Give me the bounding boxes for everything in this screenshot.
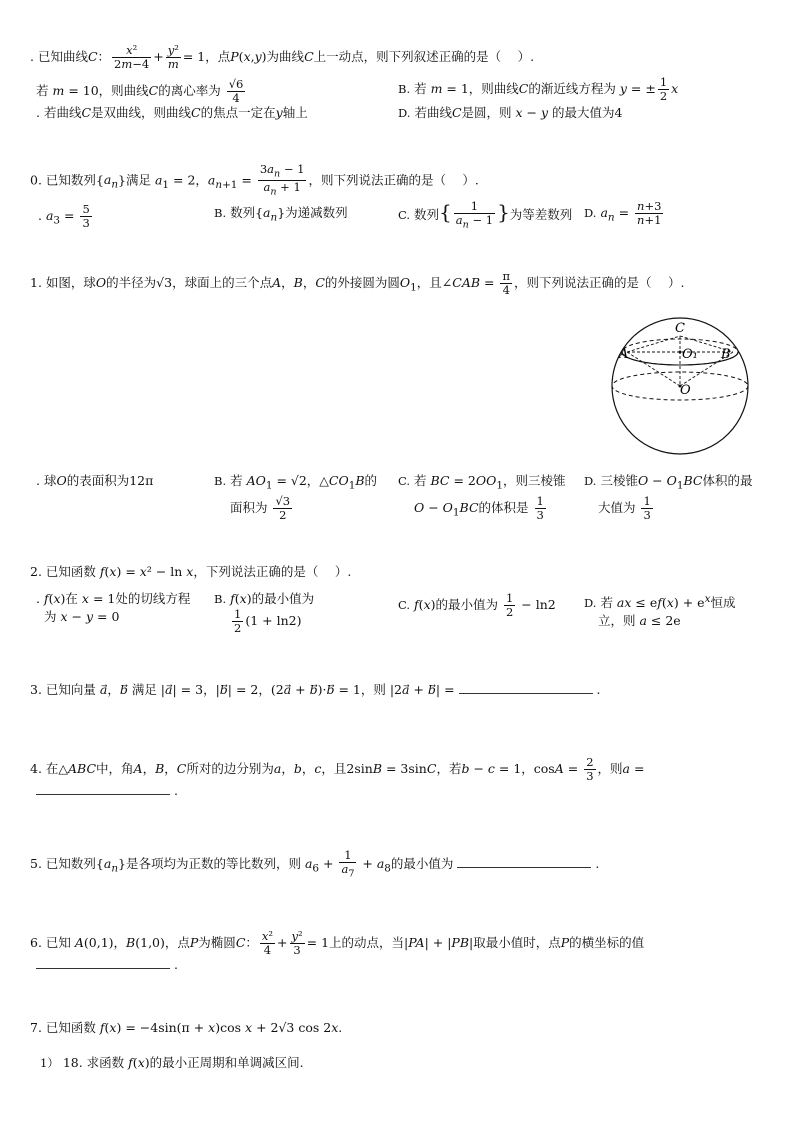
q11-option-b: B. 若 $AO_1 = √2$，$\triangle CO_1B$的 面积为 $\frac{√3}{2}$ [214,473,378,522]
q14-answer-blank[interactable] [36,794,170,795]
q9-option-b: B. 若 m = 1，则曲线C的渐近线方程为 y = ± $\frac{1}{2}$ x [398,75,679,103]
q14-answer-line: . [36,782,178,800]
q12-option-a: . f(x)在 x = 1处的切线方程 为 x − y = 0 [36,591,191,624]
q16-answer-line: . [36,956,178,974]
q15-answer-blank[interactable] [457,867,591,868]
q12-option-b: B. f(x)的最小值为 $\frac{1}{2}$ (1 + ln2) [214,591,315,635]
fig-label-o1: O₁ [682,347,698,362]
q10-option-b: B. 数列$\{a_n\}$为递减数列 [214,205,348,224]
q9-option-a: 若 m = 10，则曲线C的离心率为 $\frac{√6}{4}$ [36,77,244,105]
q12-option-c: C. f(x)的最小值为 $\frac{1}{2}$ − ln2 [398,591,556,619]
q12-option-d: D. 若 ax ≤ $ef(x) + e^x$恒成 立，则 a ≤ 2e [584,593,736,629]
q12-stem: 2. 已知函数 f(x) = x² − ln x，下列说法正确的是（ ）. [30,564,352,579]
q16-stem: 6. 已知 A(0,1)，B(1,0)，点P为椭圆C： $\frac{\text{x²}}{4}$ + $\frac{\text{y²}}{3}$ = 1上的动点，当|PA| + |PB|取最小值时，点P的横坐标的值 [30,929,645,957]
sphere-figure [605,314,755,456]
q9-option-c: . 若曲线C是双曲线，则曲线C的焦点一定在y轴上 [36,105,308,120]
q17-sub: 1） 18. 求函数 f(x)的最小正周期和单调减区间. [40,1055,304,1070]
q13-answer-blank[interactable] [459,693,593,694]
q10-option-d: D. $a_n$ = $\frac{n+3}{n+1}$ [584,199,662,227]
q13-stem: 3. 已知向量 a⃗，b⃗ 满足 |a⃗| = 3，|b⃗| = 2，(2a⃗ + b⃗)·b⃗ = 1，则 |2a⃗ + b⃗| = . [30,682,601,697]
q9-option-d: D. 若曲线C是圆，则 x − y 的最大值为4 [398,105,623,120]
q14-stem: 4. 在△ABC中，角A，B，C所对的边分别为a，b，c，且2sinB = 3sinC，若b − c = 1，cosA = $\frac{2}{3}$ ，则a = [30,755,645,783]
q11-option-d: D. 三棱锥$O - O_1BC$体积的最 大值为 $\frac{1}{3}$ [584,473,753,522]
q11-option-c: C. 若 BC = $2OO_1$，则三棱锥 $O - O_1BC$的体积是 $\frac{1}{3}$ [398,473,566,522]
q10-option-c: C. 数列{ $\frac{1}{a_n - 1}$ }为等差数列 [398,199,573,231]
q17-stem: 7. 已知函数 f(x) = −4sin(π + x)cos x + 2√3 cos 2x. [30,1020,343,1035]
q11-stem: 1. 如图，球O的半径为√3，球面上的三个点A，B，C的外接圆为圆$O_1$，且∠CAB = $\frac{\pi}{4}$ ，则下列说法正确的是（ ）. [30,269,685,297]
fig-label-o: O [680,383,691,398]
q9-stem: . 已知曲线C： $\frac{\text{x²}}{2m-4}$ + $\frac{\text{y²}}{m}$ = 1，点P(x,y)为曲线C上一动点，则下列叙述正确的是（ ）. [30,43,535,71]
q16-answer-blank[interactable] [36,968,170,969]
q10-stem: 0. 已知数列$\{a_n\}$满足 $a_1 = 2$，$a_{n+1}$ = $\frac{3a_n - 1}{a_n + 1}$ ，则下列说法正确的是（ ）. [30,162,479,198]
q11-option-a: . 球O的表面积为12π [36,473,154,488]
fig-label-b: B [721,347,731,362]
fig-label-c: C [675,321,685,336]
q15-stem: 5. 已知数列$\{a_n\}$是各项均为正数的等比数列，则 $a_6$ + $\frac{1}{a_7}$ + $a_8$的最小值为 . [30,848,600,880]
q10-option-a: . $a_3$ = $\frac{5}{3}$ [38,202,90,230]
fig-label-a: A [619,347,629,362]
